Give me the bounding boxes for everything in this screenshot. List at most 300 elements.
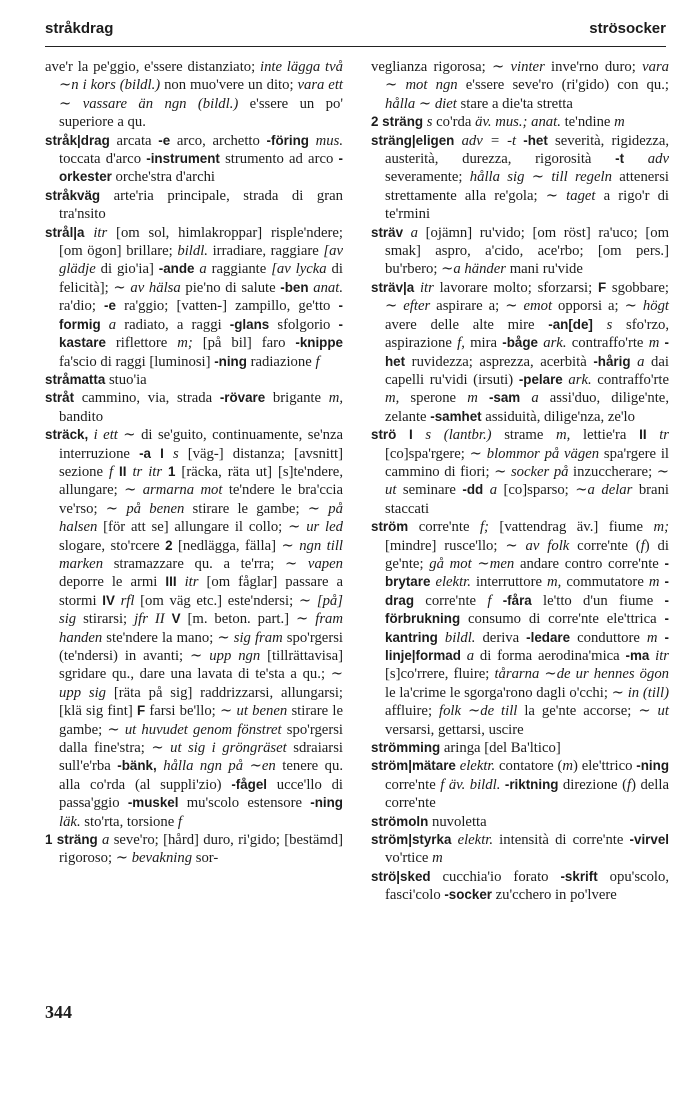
entry-text: sfo'rzo, aspirazione	[385, 316, 670, 352]
entry-headword: -a I	[139, 445, 164, 461]
entry-text: ruvidezza; asprezza, acerbità	[405, 353, 594, 370]
entry-italic-text: ∼ vinter	[491, 59, 545, 75]
entry-headword: 1	[168, 463, 176, 479]
entry-italic-text: f	[626, 776, 632, 793]
dictionary-entry	[371, 739, 669, 757]
entry-text: orche'stra d'archi	[111, 169, 216, 186]
entry-text: stramazzare qu. a te'rra;	[103, 555, 285, 572]
entry-italic-text: a	[199, 261, 207, 278]
entry-text	[438, 630, 445, 646]
entry-italic-text: m	[648, 574, 660, 591]
entry-text: sfolgorio	[269, 316, 339, 333]
entry-italic-text: f	[487, 592, 492, 609]
entry-italic-text: hålla sig ∼ till regeln	[469, 169, 612, 186]
entry-italic-text: ∼ vapen	[284, 555, 343, 572]
entry-text	[403, 225, 411, 241]
dictionary-entry	[371, 813, 669, 831]
entry-italic-text: vara ett ∼ vassare än ngn (bildl.)	[59, 77, 343, 112]
entry-headword: -riktning	[504, 776, 559, 792]
entry-italic-text: a	[410, 224, 418, 241]
entry-text: nuvoletta	[428, 813, 487, 830]
entry-text: avere delle alte mire	[385, 316, 549, 333]
dictionary-entry	[45, 426, 343, 831]
entry-text: te'ndine	[560, 114, 615, 131]
entry-italic-text: itr	[419, 279, 434, 296]
entry-text: stirarsi;	[76, 611, 135, 628]
right-column	[371, 58, 669, 905]
entry-text: consumo di corre'nte ele'ttrica	[460, 611, 665, 628]
entry-headword: -ma	[625, 648, 650, 663]
entry-headword: -kastare	[59, 316, 343, 351]
running-header	[45, 20, 666, 42]
entry-text: sgobbare;	[606, 279, 670, 296]
entry-text: cammino, via, strada	[74, 390, 220, 407]
entry-text: [om sol, himlakroppar] risple'ndere; [om ögon] brillare;	[59, 224, 344, 260]
entry-headword: II	[639, 427, 647, 443]
dictionary-entry	[371, 132, 669, 224]
entry-italic-text: itr	[655, 648, 669, 664]
entry-text: stirare le gambe;	[59, 703, 343, 738]
header-rule	[45, 46, 666, 47]
entry-italic-text: a	[489, 482, 498, 499]
entry-headword: -e	[158, 132, 171, 148]
entry-italic-text: ark.	[543, 335, 567, 352]
entry-text: stare a die'ta stretta	[456, 95, 573, 112]
entry-text: [co]spa'rgere;	[385, 445, 470, 462]
entry-headword: -kantring	[385, 611, 669, 645]
entry-text: ra'ggio; [vatten-] zampillo, ge'tto	[115, 298, 339, 315]
entry-text: ra'dio;	[59, 298, 105, 315]
left-column	[45, 58, 343, 868]
entry-text: assiduità, dilige'nza, ze'lo	[481, 408, 635, 425]
entry-italic-text: f;	[479, 519, 489, 536]
entry-headword: -fågel	[231, 776, 268, 792]
entry-italic-text: m;	[177, 335, 193, 352]
dictionary-entry	[371, 279, 669, 426]
entry-text: sdraiarsi sull'e'rba	[59, 740, 343, 775]
entry-text: slogare, sto'rcere	[59, 537, 166, 554]
entry-headword: -ning	[214, 353, 247, 369]
entry-italic-text: tr itr	[132, 463, 163, 480]
dictionary-entry	[371, 58, 669, 113]
entry-italic-text: m,	[547, 574, 562, 591]
entry-text: radiazione	[246, 353, 316, 370]
entry-text	[647, 427, 660, 443]
entry-headword: sträv|a	[371, 279, 415, 295]
entry-headword: -muskel	[127, 795, 179, 811]
entry-italic-text: elektr.	[459, 758, 496, 775]
entry-headword: sträv	[371, 224, 404, 240]
entry-text: spa'rgere il cammino di fiori;	[385, 445, 669, 480]
entry-italic-text: m	[648, 335, 660, 352]
entry-text: raggiante	[206, 261, 272, 278]
entry-text: aspirare a;	[430, 298, 506, 315]
entry-headword: ström	[371, 519, 409, 535]
entry-headword: -ben	[280, 279, 309, 295]
entry-text: [räta på sig] raddrizzarsi, allungarsi; [klä sig fint]	[59, 684, 344, 720]
entry-italic-text: ∼ högt	[624, 298, 669, 315]
entry-italic-text: ∼ ut sig i gröngräset	[151, 740, 287, 757]
entry-headword: -båge	[502, 335, 538, 351]
dictionary-entry	[45, 187, 343, 224]
entry-text: conduttore	[570, 629, 647, 646]
entry-text: mani ru'vide	[506, 261, 583, 278]
entry-text: seminare	[396, 482, 463, 499]
entry-italic-text: ∼ sig fram	[217, 629, 283, 646]
entry-italic-text: f	[109, 463, 114, 480]
entry-headword: -förbrukning	[385, 592, 669, 627]
entry-text: a rigo'r di te'rmini	[385, 187, 669, 223]
entry-italic-text: m	[646, 629, 658, 646]
entry-text: strumento ad arco	[219, 151, 339, 168]
entry-text: co'rda	[432, 114, 476, 131]
entry-italic-text: s	[172, 445, 179, 462]
entry-text: strame	[491, 427, 557, 444]
entry-text: farsi be'llo;	[145, 703, 220, 720]
entry-headword: -virvel	[629, 832, 669, 848]
entry-italic-text: f	[315, 353, 320, 370]
entry-text: contatore (	[495, 758, 563, 775]
entry-italic-text: a	[637, 353, 645, 370]
entry-text: contraffo'rte	[591, 371, 670, 388]
entry-text: affluire;	[385, 703, 439, 720]
entry-italic-text: itr	[93, 224, 108, 241]
entry-text: [m. beton. part.]	[180, 611, 296, 628]
entry-headword: -drag	[385, 574, 669, 608]
entry-text: sor-	[192, 850, 219, 867]
entry-headword: strö|sked	[371, 868, 431, 884]
entry-text: lavorare molto; sforzarsi;	[433, 279, 598, 296]
entry-text: dai capelli ru'vidi (irsuti)	[385, 353, 669, 388]
entry-headword: -socker	[444, 887, 492, 903]
entry-text: [s]co'rrere, fluire;	[385, 666, 495, 683]
entry-italic-text: f	[177, 813, 183, 830]
entry-headword: -ande	[158, 261, 195, 277]
entry-headword: ström|mätare	[371, 758, 456, 774]
entry-headword: II	[119, 463, 127, 479]
entry-italic-text: rfl	[120, 592, 135, 609]
entry-text: [väg-] distanza; [avsnitt] sezione	[59, 445, 343, 480]
entry-italic-text: ∼ ut huvudet genom fönstret	[107, 721, 282, 738]
entry-text	[454, 133, 461, 149]
entry-italic-text: anat.	[313, 279, 344, 296]
entry-text: interruttore	[470, 574, 548, 591]
entry-italic-text: ∼ efter	[385, 298, 431, 315]
entry-headword: -formig	[59, 298, 344, 332]
entry-text: sto'rta, torsione	[80, 813, 178, 830]
dictionary-entry	[371, 113, 669, 131]
entry-headword: -bänk,	[117, 758, 157, 774]
dictionary-entry	[371, 224, 669, 279]
entry-headword: strål|a	[45, 224, 85, 240]
entry-text: di gio'ia]	[95, 261, 159, 278]
entry-headword: -ning	[636, 758, 669, 774]
entry-text: attenersi strettamente alla re'gola;	[385, 169, 669, 204]
entry-italic-text: i ett ∼	[93, 427, 136, 444]
entry-italic-text: ∼ fram handen	[59, 611, 343, 646]
entry-text: ) ele'ttrico	[572, 758, 637, 775]
entry-italic-text: hålla ngn på ∼en	[163, 758, 276, 775]
entry-headword: -rövare	[219, 390, 266, 406]
entry-text: [vattendrag äv.] fiume	[488, 519, 654, 536]
entry-text: opu'scolo, fasci'colo	[385, 868, 670, 904]
entry-text: di se'guito, continuamente, se'nza interruzione	[59, 427, 343, 462]
entry-text: fa'scio di raggi [luminosi]	[59, 353, 215, 370]
entry-headword: sträng|eligen	[371, 132, 455, 148]
entry-headword: -t	[615, 151, 625, 167]
entry-text: veglianza rigorosa;	[371, 59, 492, 75]
entry-italic-text: m	[614, 114, 625, 131]
entry-italic-text: ∼ socker på	[494, 463, 569, 480]
entry-text: deriva	[475, 629, 527, 646]
dictionary-entry	[45, 58, 343, 132]
entry-italic-text: adv	[647, 151, 669, 168]
entry-italic-text: adv = -t	[461, 132, 517, 149]
entry-text: versarsi, gettarsi, uscire	[385, 721, 524, 738]
entry-text: [räcka, räta ut] [s]te'ndere, allungare;	[59, 463, 343, 499]
entry-headword: stråt	[45, 390, 75, 406]
entry-text: tenere qu. alla co'rda (al suppli'zio)	[59, 758, 343, 793]
entry-text	[84, 225, 93, 241]
entry-text: assi'duo, dilige'nte, zelante	[385, 390, 670, 425]
entry-headword: stråmatta	[45, 371, 106, 387]
entry-italic-text: ∼ ut	[385, 463, 670, 499]
entry-text: opporsi a;	[552, 298, 625, 315]
entry-italic-text: ∼ av hälsa	[113, 279, 181, 296]
entry-italic-text: itr	[184, 574, 199, 591]
entry-headword: stråkväg	[45, 187, 101, 203]
entry-text: ave'r la pe'ggio, e'ssere distanziato;	[45, 59, 260, 75]
entry-text: mu'scolo estensore	[178, 795, 311, 812]
entry-headword: -glans	[229, 316, 270, 332]
entry-text: [om väg etc.] este'ndersi;	[134, 592, 299, 609]
entry-text	[413, 427, 426, 443]
entry-text: zu'cchero in po'lvere	[491, 887, 617, 904]
entry-italic-text: läk.	[59, 813, 81, 830]
entry-italic-text: elektr.	[457, 832, 494, 849]
entry-headword: -dd	[462, 482, 484, 498]
entry-text: ) di ge'nte;	[385, 537, 669, 572]
entry-italic-text: m;	[653, 519, 669, 536]
entry-text: [mindre] rusce'llo;	[385, 537, 506, 554]
entry-text: lettie'ra	[570, 427, 640, 444]
entry-text	[520, 390, 531, 406]
entry-italic-text: gå mot ∼men	[429, 555, 515, 572]
entry-italic-text: ∼ ut	[638, 703, 669, 720]
entry-text	[491, 593, 502, 609]
entry-italic-text: s (lantbr.)	[425, 427, 492, 444]
entry-text: la ge'nte accorse;	[517, 703, 639, 720]
entry-italic-text: tr	[659, 427, 670, 444]
entry-headword: -samhet	[430, 408, 482, 424]
entry-italic-text: ∼ blommor på vägen	[469, 445, 600, 462]
entry-text: e'ssere seve'ro (ri'gido) con qu.;	[457, 77, 670, 94]
entry-italic-text: a	[108, 316, 117, 333]
entry-italic-text: ∼ av folk	[505, 537, 570, 554]
entry-text: [på bil] faro	[192, 335, 296, 352]
entry-text: ste'ndere la mano;	[102, 629, 218, 646]
entry-text: commutatore	[561, 574, 649, 591]
entry-italic-text: jfr II	[134, 611, 165, 628]
entry-italic-text: f,	[457, 335, 465, 352]
entry-italic-text: [av lycka	[271, 261, 327, 278]
entry-text	[177, 574, 185, 590]
entry-headword: III	[165, 574, 177, 590]
entry-text: [för att se] allungare il collo;	[97, 519, 289, 536]
entry-headword: -an[de]	[548, 316, 593, 332]
entry-text: toccata d'arco	[59, 151, 147, 168]
dictionary-entry	[45, 132, 343, 187]
entry-headword: stråk|drag	[45, 132, 110, 148]
entry-italic-text: ∼ upp ngn	[190, 648, 261, 664]
entry-headword: ström|styrka	[371, 832, 452, 848]
entry-headword: 2 sträng	[371, 114, 424, 130]
entry-text: stuo'ia	[105, 371, 147, 388]
entry-headword: F	[597, 279, 607, 295]
entry-italic-text: bildl.	[444, 629, 476, 646]
entry-italic-text: tårarna ∼de ur hennes ögon	[494, 666, 670, 683]
entry-italic-text: ∼ på benen	[105, 500, 185, 517]
entry-headword: -skrift	[560, 868, 598, 884]
entry-text	[101, 317, 109, 333]
entry-italic-text: bildl.	[177, 243, 208, 260]
entry-text: brigante	[265, 390, 329, 407]
entry-italic-text: a	[102, 832, 110, 849]
dictionary-entry	[45, 831, 343, 868]
entry-text: [co]sparso;	[497, 482, 576, 499]
entry-italic-text: inte lägga två ∼n i kors (bildl.)	[59, 59, 343, 94]
entry-text	[164, 446, 173, 462]
entry-text: aringa [del Ba'ltico]	[440, 740, 561, 757]
entry-text	[658, 630, 665, 646]
entry-text	[624, 151, 648, 167]
entry-text	[478, 390, 489, 406]
entry-text: di felicità];	[59, 261, 343, 296]
entry-text: mira	[464, 335, 503, 352]
dictionary-entry	[371, 757, 669, 812]
entry-text: corre'nte	[385, 776, 441, 793]
entry-headword: 1 sträng	[45, 832, 98, 848]
entry-text: contraffo'rte	[566, 335, 649, 352]
entry-italic-text: m,	[385, 390, 400, 407]
entry-italic-text: m	[467, 390, 478, 407]
entry-text: radiato, a raggi	[116, 316, 230, 333]
entry-text: corre'nte	[414, 592, 488, 609]
entry-headword: 2	[165, 537, 173, 553]
entry-text: deporre le armi	[59, 574, 166, 591]
entry-text: le'tto d'un fiume	[531, 592, 665, 609]
entry-headword: V	[171, 611, 181, 627]
entry-italic-text: s	[606, 316, 613, 333]
entry-italic-text: m,	[556, 427, 571, 444]
dictionary-entry	[45, 389, 343, 426]
entry-italic-text: äv. mus.; anat.	[475, 114, 561, 131]
entry-text: [nedlägga, fälla]	[172, 537, 282, 554]
entry-text: irradiare, raggiare	[207, 243, 324, 260]
entry-headword: -brytare	[385, 555, 669, 590]
entry-text: sperone	[399, 390, 468, 407]
entry-headword: strömoln	[371, 813, 429, 829]
entry-text: intensità di corre'nte	[493, 832, 630, 849]
entry-text: ucce'llo di passa'ggio	[59, 776, 343, 812]
entry-text: riflettore	[105, 335, 178, 352]
entry-text: arco, archetto	[170, 132, 267, 149]
entry-text: spo'rgersi (te'ndersi) in avanti;	[59, 629, 344, 664]
entry-italic-text: ∼ ut benen	[219, 703, 288, 720]
entry-text: pie'no di salute	[180, 279, 281, 296]
entry-italic-text: a	[531, 390, 539, 407]
entry-headword: -pelare	[518, 371, 563, 387]
entry-italic-text: folk ∼de till	[438, 703, 518, 720]
entry-italic-text: ∼ på halsen	[59, 500, 343, 536]
entry-headword: strö I	[371, 427, 413, 443]
entry-text: severamente;	[385, 169, 470, 186]
entry-text: di forma aerodina'mica	[474, 648, 626, 664]
entry-headword: sträck,	[45, 427, 89, 443]
entry-text: cucchia'io forato	[430, 868, 561, 885]
entry-italic-text: ark.	[568, 371, 592, 388]
entry-italic-text: [av glädje	[59, 243, 343, 278]
entry-headword: strömming	[371, 740, 441, 756]
entry-italic-text: ∼ taget	[545, 187, 596, 204]
entry-text	[309, 133, 316, 149]
dictionary-entry	[371, 868, 669, 905]
entry-headword: -het	[385, 335, 670, 369]
entry-text: e'ssere un po' superiore a qu.	[59, 95, 343, 131]
entry-text: brani staccati	[385, 482, 670, 517]
entry-text: te'ndere le bra'ccia ve'rso;	[59, 482, 343, 517]
entry-italic-text: m,	[328, 390, 344, 407]
entry-headword: -fåra	[502, 592, 532, 608]
right-guide-word: strösocker	[589, 20, 666, 37]
entry-headword: -knippe	[295, 335, 343, 351]
entry-text: [ojämn] ru'vido; [om röst] ra'uco; [om smak] aspro, a'cido, ace'rbo; [om pers.] bu'rbero;	[385, 224, 669, 278]
entry-text: severità, rigidezza, austerità, durezza, rigorosità	[385, 132, 670, 168]
entry-text: seve'ro; [hård] duro, ri'gido; [bestämd] rigoroso;	[59, 832, 344, 867]
entry-headword: -e	[104, 298, 116, 314]
entry-italic-text: vara ∼ mot ngn	[385, 59, 670, 94]
entry-text	[593, 317, 607, 333]
entry-headword: IV	[102, 592, 115, 608]
entry-text: spo'rgersi dalla fine'stra;	[59, 721, 344, 757]
entry-text: ) della corre'nte	[385, 776, 669, 812]
entry-italic-text: ∼ [på] sig	[59, 592, 343, 628]
entry-headword: -hårig	[593, 353, 631, 369]
entry-headword: -ning	[310, 795, 343, 811]
page-number: 344	[45, 1002, 72, 1022]
entry-headword: -föring	[266, 132, 309, 148]
entry-text: bandito	[59, 408, 104, 425]
entry-text: inve'rno duro;	[544, 59, 643, 75]
entry-italic-text: ∼ emot	[505, 298, 553, 315]
entry-italic-text: hålla ∼ diet	[385, 95, 457, 112]
entry-text: arte'ria principale, strada di gran tra'nsito	[59, 187, 343, 223]
entry-headword: -instrument	[146, 151, 220, 167]
entry-italic-text: ∼ in (till)	[611, 684, 669, 701]
entry-italic-text: m	[432, 850, 443, 867]
entry-headword: F	[136, 703, 146, 719]
entry-text: inzuccherare;	[568, 463, 657, 480]
entry-text	[165, 611, 172, 627]
entry-italic-text: m	[562, 758, 573, 775]
dictionary-entry	[45, 224, 343, 371]
entry-italic-text: f äv. bildl.	[440, 776, 501, 793]
entry-text: vo'rtice	[385, 850, 433, 867]
dictionary-entry	[371, 831, 669, 868]
entry-text: corre'nte	[408, 519, 480, 536]
entry-italic-text: mus.	[315, 132, 343, 149]
entry-italic-text: ∼ ur led	[288, 519, 343, 536]
